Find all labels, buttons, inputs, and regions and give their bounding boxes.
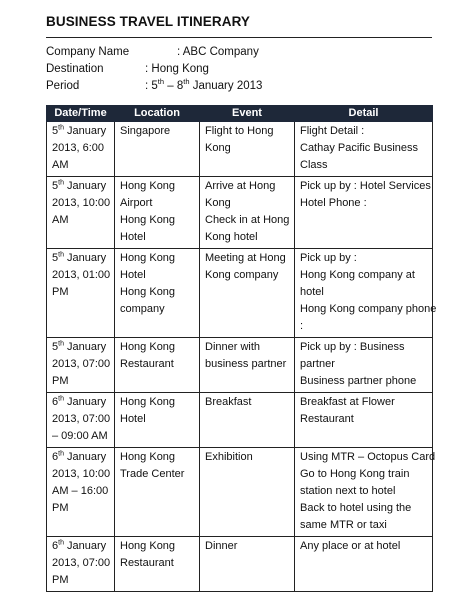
cell-datetime [47, 122, 115, 177]
datetime-text: AM – 16:00 [52, 485, 109, 497]
itinerary-body [47, 122, 437, 592]
datetime-text: 2013, 07:00 [52, 358, 111, 370]
column-header-detail: Detail [295, 106, 433, 122]
detail-line: station next to hotel [300, 485, 396, 497]
period-part: – 8 [164, 80, 184, 92]
date-day: 6 [52, 396, 59, 408]
document-title: BUSINESS TRAVEL ITINERARY [46, 14, 251, 29]
datetime-text: 2013, 07:00 [52, 413, 111, 425]
cell-datetime [47, 393, 115, 448]
cell-location [115, 249, 200, 338]
datetime-line [52, 178, 110, 195]
date-day: 5 [52, 341, 59, 353]
table-row [47, 537, 433, 592]
datetime-line [52, 538, 110, 555]
location-line: Trade Center [120, 468, 185, 480]
event-line: Exhibition [205, 451, 253, 463]
date-suffix: th [58, 539, 64, 547]
table-row [47, 338, 433, 393]
meta-company-label: Company Name [46, 46, 130, 58]
datetime-text: – 09:00 AM [52, 430, 108, 442]
meta-period-label: Period [46, 80, 80, 92]
column-header-event: Event [200, 106, 295, 122]
column-header-location: Location [115, 106, 200, 122]
detail-line: Hong Kong company phone [300, 303, 437, 315]
datetime-text: PM [52, 574, 69, 586]
event-line: Kong hotel [205, 231, 258, 243]
detail-line: : [300, 320, 304, 332]
datetime-line [52, 339, 110, 356]
datetime-line [52, 250, 110, 267]
date-day: 6 [52, 451, 59, 463]
table-row [47, 393, 433, 448]
cell-detail [295, 338, 433, 393]
datetime-text: January [63, 540, 107, 552]
table-row [47, 177, 433, 249]
cell-event [200, 448, 295, 537]
datetime-line [52, 267, 110, 284]
detail-line: Pick up by : Business [300, 341, 405, 353]
date-suffix: th [58, 395, 64, 403]
datetime-line [52, 356, 110, 373]
cell-location [115, 537, 200, 592]
cell-event [200, 249, 295, 338]
event-line: Kong company [205, 269, 279, 281]
title-divider [46, 37, 432, 38]
meta-destination-value: : Hong Kong [145, 63, 209, 75]
event-line: Dinner [205, 540, 238, 552]
detail-line: Class [300, 159, 328, 171]
detail-line: same MTR or taxi [300, 519, 387, 531]
location-line: Restaurant [120, 358, 174, 370]
cell-event [200, 393, 295, 448]
cell-detail [295, 393, 433, 448]
detail-line: Pick up by : Hotel Services [300, 180, 431, 192]
detail-line: Using MTR – Octopus Card [300, 451, 436, 463]
event-line: Breakfast [205, 396, 252, 408]
period-part: : 5 [145, 80, 158, 92]
table-row [47, 122, 433, 177]
datetime-line [52, 284, 110, 301]
datetime-text: January [63, 396, 107, 408]
cell-detail [295, 249, 437, 338]
datetime-text: January [63, 125, 107, 137]
datetime-line [52, 572, 110, 589]
event-line: Flight to Hong [205, 125, 274, 137]
location-line: Hotel [120, 269, 146, 281]
period-part: th [157, 77, 165, 87]
event-line: business partner [205, 358, 287, 370]
itinerary-table [46, 105, 437, 592]
table-row [47, 249, 433, 338]
datetime-text: 2013, 01:00 [52, 269, 111, 281]
period-part: January 2013 [189, 80, 263, 92]
cell-event [200, 177, 295, 249]
cell-location [115, 177, 200, 249]
location-line: Singapore [120, 125, 171, 137]
cell-location [115, 448, 200, 537]
datetime-text: January [63, 252, 107, 264]
datetime-line [52, 500, 110, 517]
location-line: Hong Kong [120, 286, 176, 298]
cell-location [115, 122, 200, 177]
datetime-line [52, 157, 110, 174]
detail-line: Hotel Phone : [300, 197, 367, 209]
detail-line: Go to Hong Kong train [300, 468, 410, 480]
cell-detail [295, 122, 433, 177]
table-row [47, 448, 433, 537]
datetime-text: PM [52, 502, 69, 514]
date-day: 5 [52, 125, 59, 137]
cell-event [200, 537, 295, 592]
date-suffix: th [58, 251, 64, 259]
datetime-text: 2013, 6:00 [52, 142, 104, 154]
datetime-text: PM [52, 375, 69, 387]
datetime-line [52, 449, 110, 466]
datetime-text: January [63, 451, 107, 463]
location-line: Hong Kong [120, 540, 176, 552]
meta-destination-label: Destination [46, 63, 104, 75]
datetime-line [52, 373, 110, 390]
location-line: Hong Kong [120, 341, 176, 353]
date-day: 6 [52, 540, 59, 552]
date-suffix: th [58, 340, 64, 348]
event-line: Arrive at Hong [205, 180, 276, 192]
event-line: Dinner with [205, 341, 261, 353]
detail-line: Flight Detail : [300, 125, 365, 137]
detail-line: Back to hotel using the [300, 502, 412, 514]
datetime-line [52, 140, 110, 157]
datetime-line [52, 466, 110, 483]
location-line: Restaurant [120, 557, 174, 569]
event-line: Check in at Hong [205, 214, 290, 226]
cell-location [115, 338, 200, 393]
datetime-text: January [63, 341, 107, 353]
table-header-row [47, 106, 433, 122]
cell-detail [295, 537, 433, 592]
cell-location [115, 393, 200, 448]
datetime-text: January [63, 180, 107, 192]
detail-line: Any place or at hotel [300, 540, 401, 552]
datetime-text: AM [52, 159, 69, 171]
date-suffix: th [58, 179, 64, 187]
detail-line: Restaurant [300, 413, 354, 425]
location-line: Hong Kong [120, 180, 176, 192]
location-line: Hotel [120, 231, 146, 243]
detail-line: Breakfast at Flower [300, 396, 395, 408]
datetime-text: AM [52, 214, 69, 226]
location-line: company [120, 303, 165, 315]
event-line: Meeting at Hong [205, 252, 286, 264]
datetime-line [52, 411, 110, 428]
detail-line: partner [300, 358, 335, 370]
datetime-line [52, 555, 110, 572]
datetime-line [52, 212, 110, 229]
detail-line: Hong Kong company at [300, 269, 415, 281]
cell-datetime [47, 537, 115, 592]
datetime-line [52, 123, 110, 140]
cell-datetime [47, 338, 115, 393]
datetime-text: PM [52, 286, 69, 298]
location-line: Hong Kong [120, 396, 176, 408]
date-day: 5 [52, 252, 59, 264]
cell-event [200, 338, 295, 393]
detail-line: Business partner phone [300, 375, 417, 387]
detail-line: hotel [300, 286, 324, 298]
cell-detail [295, 448, 436, 537]
location-line: Hotel [120, 413, 146, 425]
date-day: 5 [52, 180, 59, 192]
column-header-datetime: Date/Time [47, 106, 115, 122]
datetime-line [52, 428, 110, 445]
datetime-line [52, 195, 110, 212]
datetime-line [52, 394, 110, 411]
location-line: Hong Kong [120, 451, 176, 463]
datetime-text: 2013, 10:00 [52, 197, 111, 209]
cell-datetime [47, 249, 115, 338]
date-suffix: th [58, 450, 64, 458]
event-line: Kong [205, 197, 231, 209]
period-part: th [183, 77, 190, 87]
meta-company-value: : ABC Company [177, 46, 259, 58]
cell-datetime [47, 177, 115, 249]
event-line: Kong [205, 142, 231, 154]
location-line: Airport [120, 197, 153, 209]
cell-detail [295, 177, 433, 249]
cell-datetime [47, 448, 115, 537]
cell-event [200, 122, 295, 177]
location-line: Hong Kong [120, 214, 176, 226]
detail-line: Pick up by : [300, 252, 357, 264]
detail-line: Cathay Pacific Business [300, 142, 418, 154]
meta-period-value [145, 77, 263, 92]
datetime-text: 2013, 07:00 [52, 557, 111, 569]
date-suffix: th [58, 124, 64, 132]
datetime-text: 2013, 10:00 [52, 468, 111, 480]
location-line: Hong Kong [120, 252, 176, 264]
datetime-line [52, 483, 110, 500]
